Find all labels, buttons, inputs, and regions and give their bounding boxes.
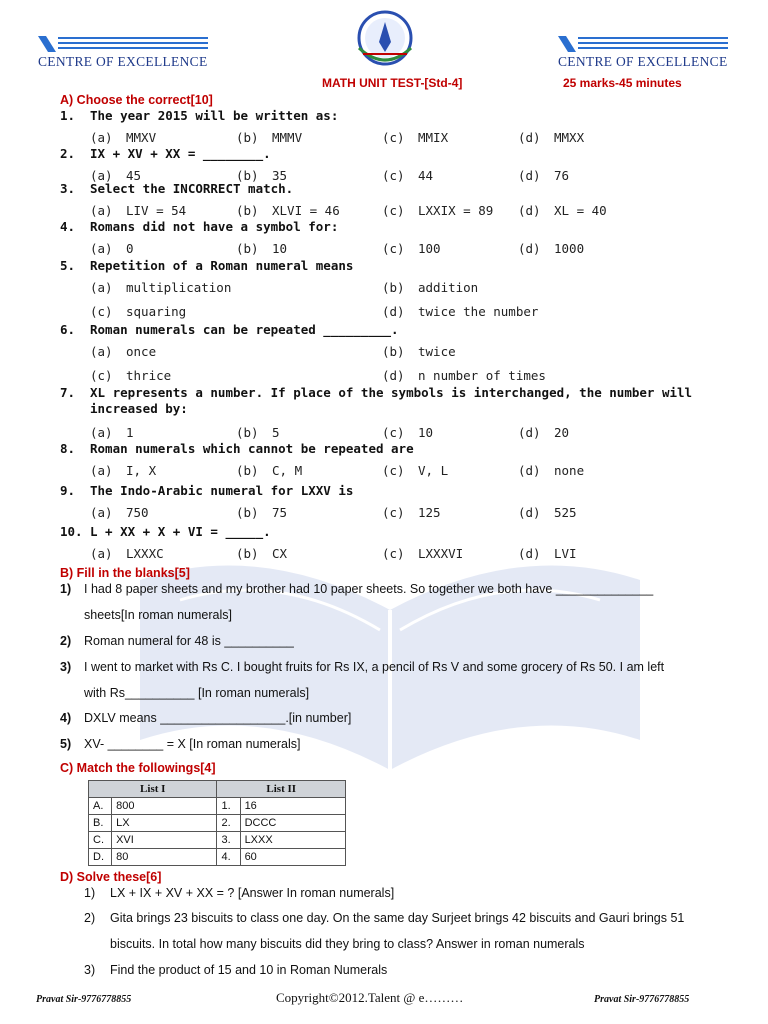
solve-number: 1): [84, 886, 96, 900]
footer-right: Pravat Sir-9776778855: [594, 994, 690, 1005]
option-value: none: [554, 463, 585, 478]
blank-number: 4): [60, 711, 72, 725]
option-value: MMMV: [272, 130, 303, 145]
option-value: 525: [554, 505, 577, 520]
list-1-letter: D.: [89, 849, 112, 866]
option-label: (a): [90, 241, 113, 256]
option-label: (d): [382, 368, 405, 383]
option-value: 20: [554, 425, 570, 440]
option-value: thrice: [126, 368, 172, 383]
option-label: (c): [382, 546, 405, 561]
section-b-title: B) Fill in the blanks[5]: [60, 566, 190, 580]
question-text-cont: increased by:: [90, 401, 188, 416]
option-value: LXXXC: [126, 546, 164, 561]
list-1-letter: C.: [89, 832, 112, 849]
solve-number: 3): [84, 963, 96, 977]
list-1-value: 80: [112, 849, 217, 866]
list-2-number: 1.: [217, 798, 240, 815]
section-c-title: C) Match the followings[4]: [60, 761, 216, 775]
test-title: MATH UNIT TEST-[Std-4]: [322, 76, 463, 90]
question-number: 8.: [60, 441, 76, 456]
option-value: LVI: [554, 546, 577, 561]
list-1-value: XVI: [112, 832, 217, 849]
option-label: (b): [236, 241, 259, 256]
option-value: V, L: [418, 463, 449, 478]
option-value: 75: [272, 505, 288, 520]
option-value: addition: [418, 280, 479, 295]
option-value: n number of times: [418, 368, 546, 383]
option-label: (a): [90, 280, 113, 295]
footer-copyright: Copyright©2012.Talent @ e………: [276, 990, 464, 1005]
solve-text: Find the product of 15 and 10 in Roman Numerals: [110, 963, 388, 977]
question-text: IX + XV + XX = ________.: [90, 146, 271, 161]
match-row: [89, 798, 346, 815]
list-2-value: 60: [240, 849, 345, 866]
option-value: LXXXVI: [418, 546, 464, 561]
list-2-value: 16: [240, 798, 345, 815]
blank-text-cont: with Rs__________ [In roman numerals]: [84, 686, 310, 700]
option-label: (b): [236, 425, 259, 440]
list-2-value: DCCC: [240, 815, 345, 832]
option-value: XL = 40: [554, 203, 607, 218]
brand-name-right: CENTRE OF EXCELLENCE: [558, 54, 728, 69]
section-d-title: D) Solve these[6]: [60, 870, 162, 884]
option-label: (a): [90, 344, 113, 359]
option-label: (c): [382, 505, 405, 520]
question-number: 9.: [60, 483, 76, 498]
solve-text: LX + IX + XV + XX = ? [Answer In roman numerals]: [110, 886, 395, 900]
option-value: 10: [272, 241, 288, 256]
question-number: 6.: [60, 322, 76, 337]
list-1-letter: B.: [89, 815, 112, 832]
option-label: (c): [382, 241, 405, 256]
question-text: Select the INCORRECT match.: [90, 181, 294, 196]
marks-time: 25 marks-45 minutes: [563, 76, 682, 90]
match-row: [89, 832, 346, 849]
option-label: (c): [90, 304, 113, 319]
option-label: (a): [90, 203, 113, 218]
list-1-header: List I: [89, 781, 217, 798]
match-table: [88, 780, 346, 866]
list-2-number: 2.: [217, 815, 240, 832]
option-label: (d): [518, 203, 541, 218]
question-number: 7.: [60, 385, 76, 400]
option-label: (d): [518, 546, 541, 561]
option-value: 44: [418, 168, 434, 183]
question-text: L + XX + X + VI = _____.: [90, 524, 271, 539]
match-row: [89, 849, 346, 866]
option-value: C, M: [272, 463, 303, 478]
option-value: CX: [272, 546, 288, 561]
option-label: (c): [382, 425, 405, 440]
option-value: 125: [418, 505, 441, 520]
option-label: (a): [90, 505, 113, 520]
solve-text: Gita brings 23 biscuits to class one day. On the same day Surjeet brings 42 biscuits and Gauri brings 51: [110, 911, 685, 925]
list-1-letter: A.: [89, 798, 112, 815]
option-label: (a): [90, 546, 113, 561]
option-label: (b): [382, 344, 405, 359]
solve-text-cont: biscuits. In total how many biscuits did they bring to class? Answer in roman numerals: [110, 937, 585, 951]
option-label: (d): [518, 168, 541, 183]
option-value: 750: [126, 505, 149, 520]
blank-number: 1): [60, 582, 72, 596]
brand-stripes-right-icon: [558, 32, 728, 54]
question-number: 5.: [60, 258, 76, 273]
option-label: (b): [236, 130, 259, 145]
brand-stripes-left-icon: [38, 32, 208, 54]
option-label: (a): [90, 130, 113, 145]
option-label: (c): [382, 463, 405, 478]
option-value: MMIX: [418, 130, 449, 145]
option-label: (c): [382, 203, 405, 218]
option-label: (d): [382, 304, 405, 319]
option-value: 5: [272, 425, 280, 440]
question-text: XL represents a number. If place of the symbols is interchanged, the number will: [90, 385, 693, 400]
option-label: (c): [382, 130, 405, 145]
option-value: 100: [418, 241, 441, 256]
option-value: MMXX: [554, 130, 585, 145]
option-value: MMXV: [126, 130, 157, 145]
option-value: LXXIX = 89: [418, 203, 494, 218]
question-number: 2.: [60, 146, 76, 161]
brand-name-left: CENTRE OF EXCELLENCE: [38, 54, 208, 69]
match-row: [89, 815, 346, 832]
option-value: XLVI = 46: [272, 203, 340, 218]
option-value: 35: [272, 168, 288, 183]
blank-text: I went to market with Rs C. I bought fruits for Rs IX, a pencil of Rs V and some grocery of Rs 50. I am left: [84, 660, 665, 674]
list-1-value: LX: [112, 815, 217, 832]
option-value: twice: [418, 344, 456, 359]
question-text: The year 2015 will be written as:: [90, 108, 339, 123]
option-value: 10: [418, 425, 434, 440]
question-number: 3.: [60, 181, 76, 196]
question-text: The Indo-Arabic numeral for LXXV is: [90, 483, 354, 498]
option-label: (d): [518, 130, 541, 145]
list-2-value: LXXX: [240, 832, 345, 849]
option-label: (c): [382, 168, 405, 183]
question-number: 4.: [60, 219, 76, 234]
option-value: once: [126, 344, 157, 359]
blank-number: 3): [60, 660, 72, 674]
option-value: 45: [126, 168, 142, 183]
blank-number: 5): [60, 737, 72, 751]
list-2-header: List II: [217, 781, 346, 798]
option-label: (a): [90, 463, 113, 478]
list-2-number: 3.: [217, 832, 240, 849]
option-value: I, X: [126, 463, 157, 478]
option-value: multiplication: [126, 280, 232, 295]
question-text: Roman numerals can be repeated _________.: [90, 322, 399, 337]
option-label: (a): [90, 168, 113, 183]
option-value: 0: [126, 241, 134, 256]
blank-text: XV- ________ = X [In roman numerals]: [84, 737, 301, 751]
option-label: (b): [236, 505, 259, 520]
list-1-value: 800: [112, 798, 217, 815]
blank-text: I had 8 paper sheets and my brother had 10 paper sheets. So together we both have ______________: [84, 582, 654, 596]
option-value: 1000: [554, 241, 585, 256]
option-label: (b): [236, 463, 259, 478]
option-label: (b): [236, 203, 259, 218]
blank-text: DXLV means __________________.[in number]: [84, 711, 352, 725]
option-label: (d): [518, 241, 541, 256]
option-label: (d): [518, 505, 541, 520]
solve-number: 2): [84, 911, 96, 925]
question-text: Repetition of a Roman numeral means: [90, 258, 354, 273]
academy-logo-icon: [345, 8, 425, 72]
blank-number: 2): [60, 634, 72, 648]
footer-left: Pravat Sir-9776778855: [36, 994, 132, 1005]
option-value: LIV = 54: [126, 203, 187, 218]
option-label: (b): [236, 168, 259, 183]
blank-text: Roman numeral for 48 is __________: [84, 634, 294, 648]
option-value: twice the number: [418, 304, 539, 319]
option-value: 1: [126, 425, 134, 440]
blank-text-cont: sheets[In roman numerals]: [84, 608, 232, 622]
question-text: Roman numerals which cannot be repeated are: [90, 441, 414, 456]
option-label: (b): [382, 280, 405, 295]
list-2-number: 4.: [217, 849, 240, 866]
option-label: (a): [90, 425, 113, 440]
question-number: 1.: [60, 108, 76, 123]
option-value: squaring: [126, 304, 187, 319]
question-number: 10.: [60, 524, 83, 539]
option-label: (c): [90, 368, 113, 383]
question-text: Romans did not have a symbol for:: [90, 219, 339, 234]
option-label: (d): [518, 425, 541, 440]
option-value: 76: [554, 168, 570, 183]
section-a-title: A) Choose the correct[10]: [60, 93, 213, 107]
option-label: (d): [518, 463, 541, 478]
option-label: (b): [236, 546, 259, 561]
